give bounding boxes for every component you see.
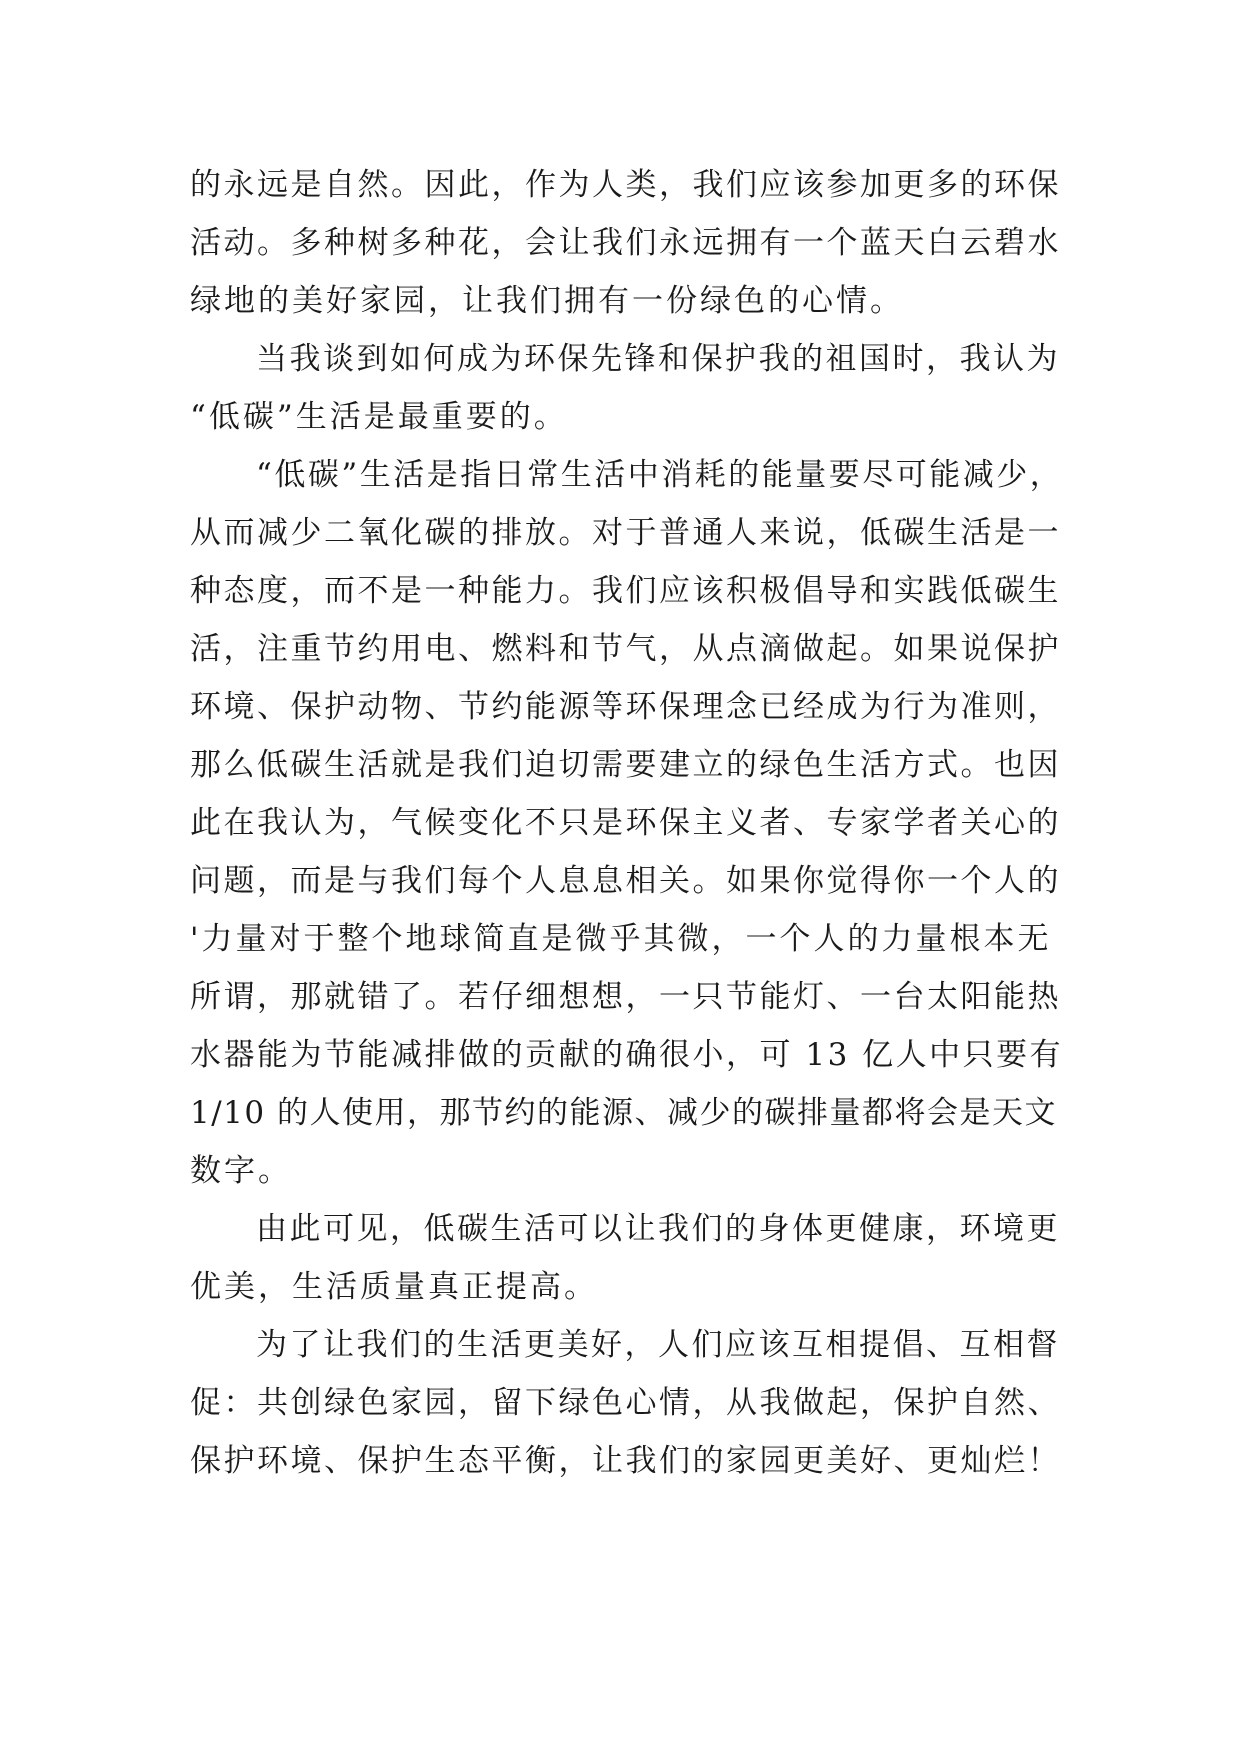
text-line: 此在我认为，气候变化不只是环保主义者、专家学者关心的 [190, 805, 1061, 841]
text-line: 的永远是自然。因此，作为人类，我们应该参加更多的环保 [190, 167, 1061, 203]
text-line: 绿地的美好家园，让我们拥有一份绿色的心情。 [190, 283, 904, 319]
text-line: 保护环境、保护生态平衡，让我们的家园更美好、更灿烂！ [190, 1443, 1061, 1479]
text-line: 为了让我们的生活更美好，人们应该互相提倡、互相督 [256, 1327, 1060, 1363]
text-line: 水器能为节能减排做的贡献的确很小，可 13 亿人中只要有 [190, 1037, 1064, 1073]
text-line: '力量对于整个地球简直是微乎其微，一个人的力量根本无 [190, 921, 1052, 957]
text-line: 所谓，那就错了。若仔细想想，一只节能灯、一台太阳能热 [190, 979, 1061, 1015]
document-body [190, 156, 1070, 1490]
text-line: 那么低碳生活就是我们迫切需要建立的绿色生活方式。也因 [190, 747, 1061, 783]
text-line: 由此可见，低碳生活可以让我们的身体更健康，环境更 [256, 1211, 1060, 1247]
text-line: 促：共创绿色家园，留下绿色心情，从我做起，保护自然、 [190, 1385, 1061, 1421]
text-line: 活，注重节约用电、燃料和节气，从点滴做起。如果说保护 [190, 631, 1061, 667]
text-line: 种态度，而不是一种能力。我们应该积极倡导和实践低碳生 [190, 573, 1061, 609]
text-line: 问题，而是与我们每个人息息相关。如果你觉得你一个人的 [190, 863, 1061, 899]
text-line: “低碳”生活是指日常生活中消耗的能量要尽可能减少， [256, 457, 1064, 493]
text-line: “低碳”生活是最重要的。 [190, 399, 568, 435]
text-line: 数字。 [190, 1153, 292, 1189]
text-line: 活动。多种树多种花，会让我们永远拥有一个蓝天白云碧水 [190, 225, 1061, 261]
text-line: 当我谈到如何成为环保先锋和保护我的祖国时，我认为 [256, 341, 1060, 377]
text-line: 环境、保护动物、节约能源等环保理念已经成为行为准则， [190, 689, 1061, 725]
text-line: 1/10 的人使用，那节约的能源、减少的碳排量都将会是天文 [190, 1095, 1057, 1131]
text-line: 优美，生活质量真正提高。 [190, 1269, 598, 1305]
text-line: 从而减少二氧化碳的排放。对于普通人来说，低碳生活是一 [190, 515, 1061, 551]
